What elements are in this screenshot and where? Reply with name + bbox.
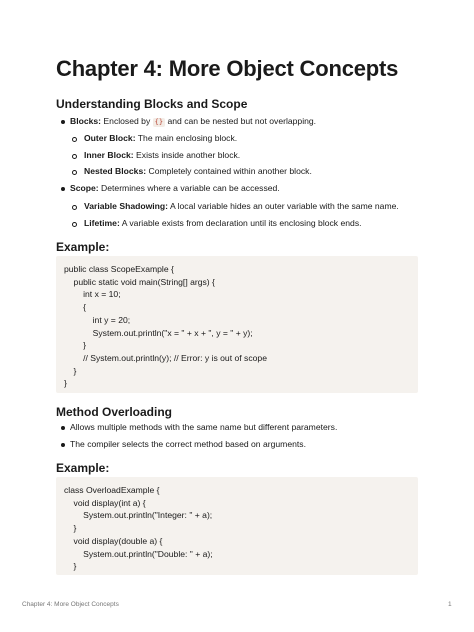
example-heading-2: Example: [56, 461, 110, 475]
footer-chapter-title: Chapter 4: More Object Concepts [22, 601, 119, 608]
chapter-title: Chapter 4: More Object Concepts [56, 56, 399, 81]
item-text: Exists inside another block. [133, 150, 241, 160]
item-text: Completely contained within another block. [146, 166, 312, 176]
list-item-scope [70, 183, 280, 194]
bullet-icon [61, 120, 65, 124]
item-text: and can be nested but not overlapping. [165, 116, 317, 126]
bullet-icon [61, 443, 65, 447]
bullet-icon [61, 426, 65, 430]
list-item-outer-block [84, 133, 237, 144]
item-text: Enclosed by [101, 116, 153, 126]
item-text: Determines where a variable can be accessed. [98, 183, 280, 193]
bullet-icon [61, 187, 65, 191]
list-item-overloading-2: The compiler selects the correct method based on arguments. [70, 439, 306, 449]
list-item-variable-shadowing [84, 201, 399, 212]
term-label: Blocks: [70, 116, 102, 126]
term-label: Variable Shadowing: [84, 201, 169, 211]
hollow-bullet-icon [72, 205, 77, 210]
term-label: Outer Block: [84, 133, 136, 143]
footer-page-number: 1 [448, 601, 452, 608]
hollow-bullet-icon [72, 154, 77, 159]
inline-code: {} [154, 118, 164, 126]
section-heading-blocks-scope: Understanding Blocks and Scope [56, 97, 248, 111]
list-item-blocks [70, 116, 316, 127]
code-scope-example: public class ScopeExample { public static void main(String[] args) { int x = 10; { int y = 20; System.out.println("x = " + x + ", y = " + y); } // System.out.println(y); // Error: y is out of scope } } [64, 264, 267, 389]
list-item-lifetime [84, 218, 362, 229]
item-text: The main enclosing block. [135, 133, 238, 143]
term-label: Lifetime: [84, 218, 120, 228]
code-overload-example: class OverloadExample { void display(int a) { System.out.println("Integer: " + a); } void display(double a) { System.out.println("Double: " + a); } [64, 485, 213, 572]
example-heading-1: Example: [56, 240, 110, 254]
term-label: Nested Blocks: [84, 166, 147, 176]
hollow-bullet-icon [72, 222, 77, 227]
hollow-bullet-icon [72, 137, 77, 142]
item-text: A variable exists from declaration until its enclosing block ends. [119, 218, 362, 228]
section-heading-method-overloading: Method Overloading [56, 405, 173, 419]
term-label: Scope: [70, 183, 99, 193]
list-item-inner-block [84, 150, 240, 161]
item-text: A local variable hides an outer variable with the same name. [168, 201, 399, 211]
list-item-overloading-1: Allows multiple methods with the same name but different parameters. [70, 422, 338, 432]
hollow-bullet-icon [72, 170, 77, 175]
term-label: Inner Block: [84, 150, 134, 160]
list-item-nested-blocks [84, 166, 312, 177]
